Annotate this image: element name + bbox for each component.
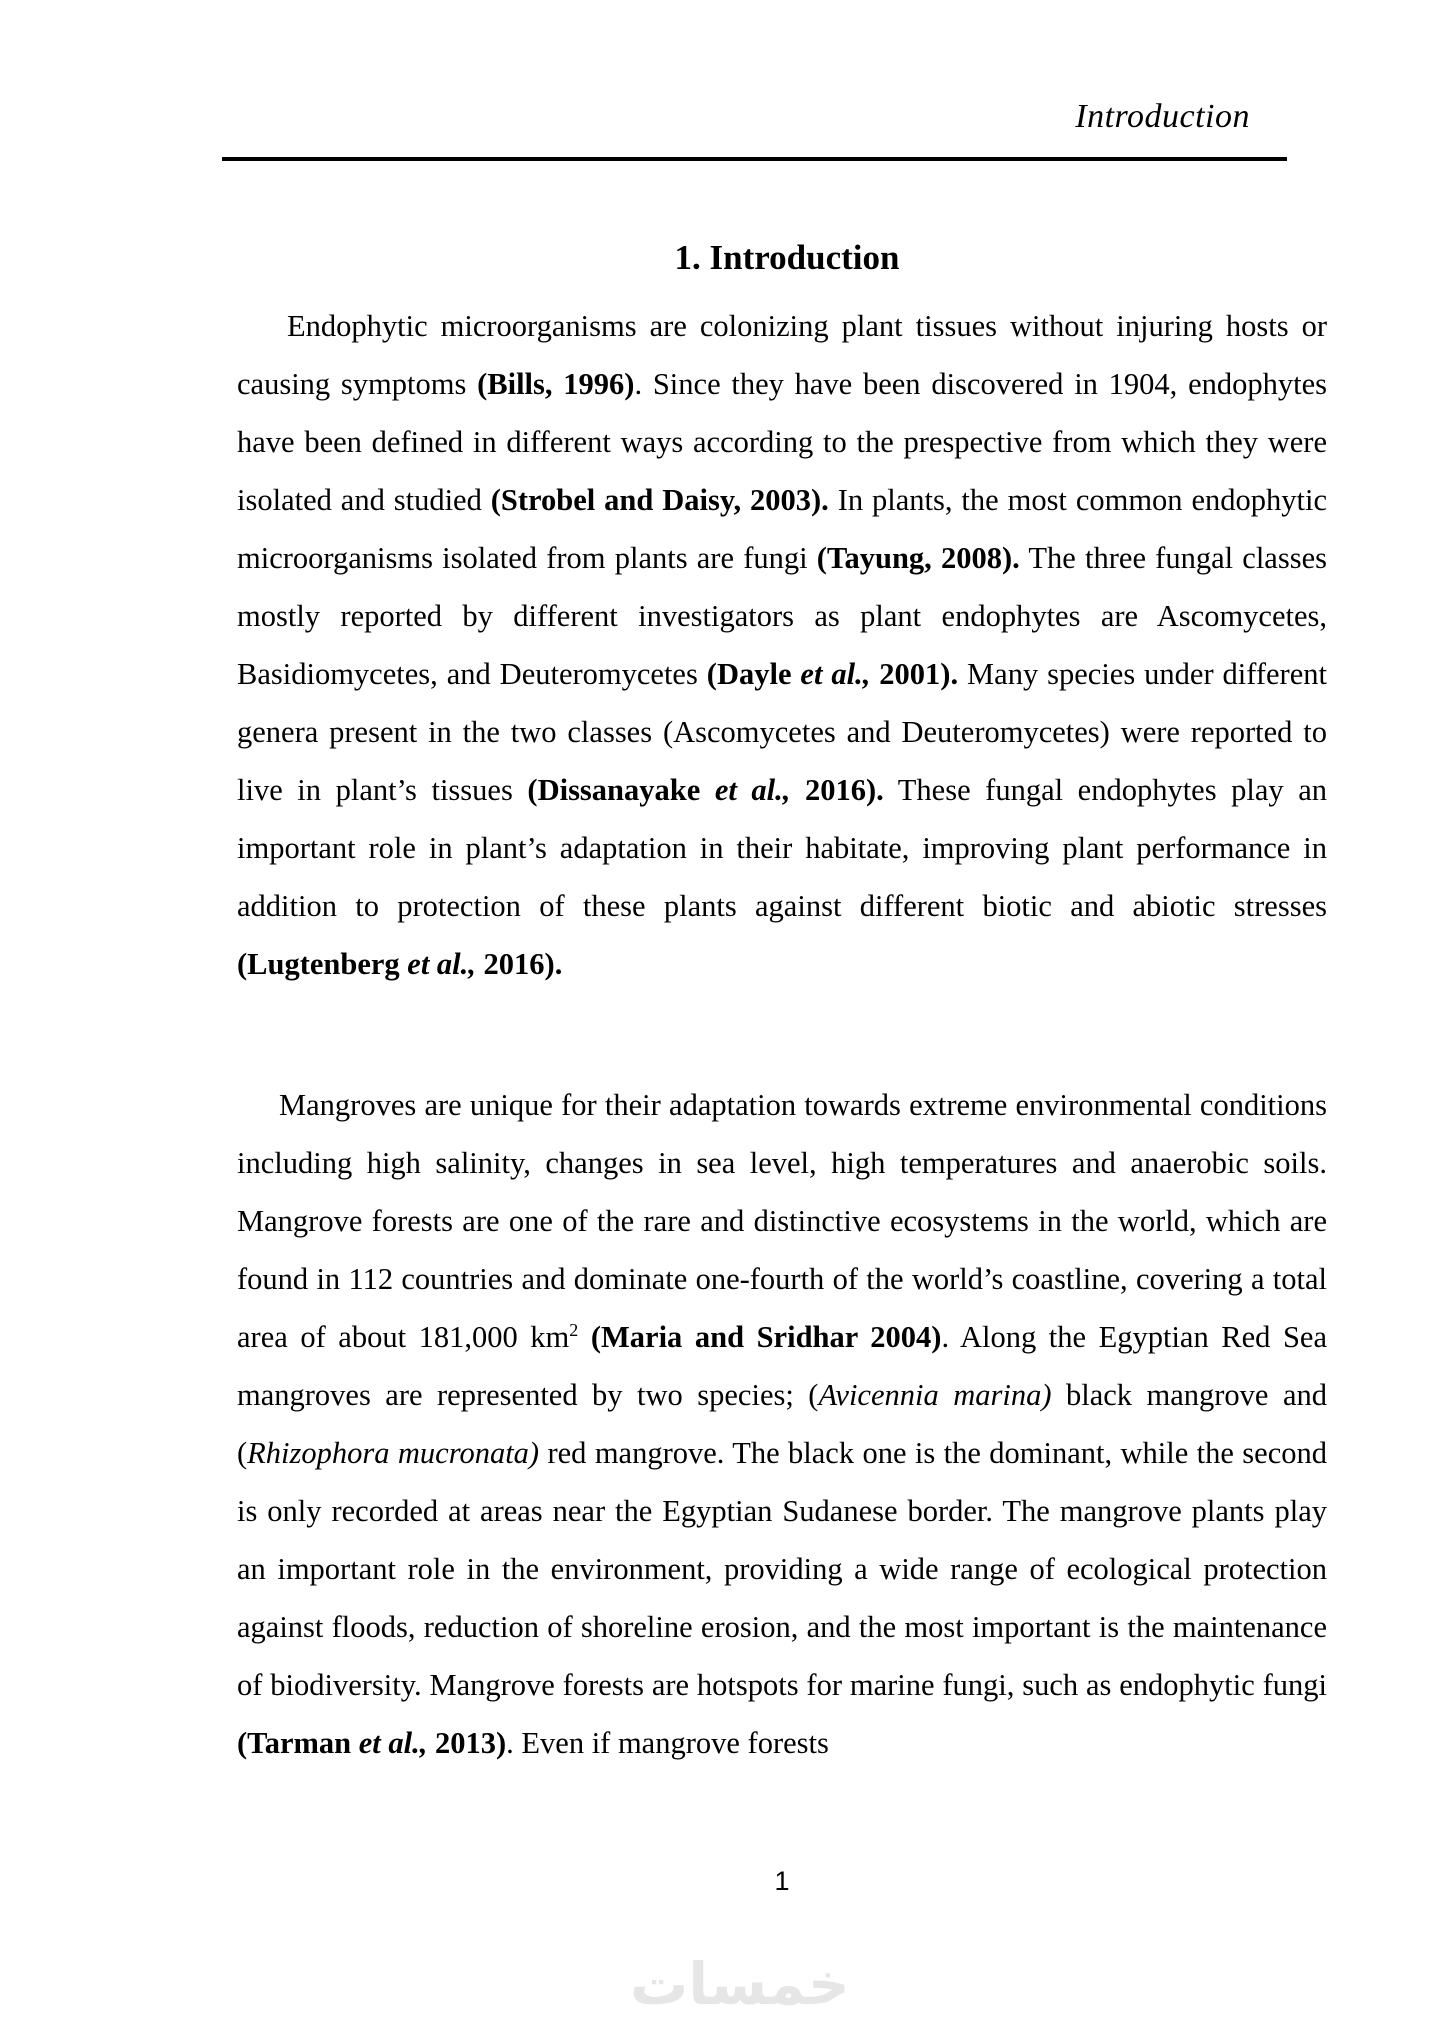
text-run bbox=[578, 1320, 591, 1354]
text-run: Endophytic microorganisms are colonizing plant tissues without injuring hosts or causing symptoms bbox=[237, 309, 1327, 401]
text-run: . Along the Egyptian Red Sea mangroves are represented by two species; ( bbox=[237, 1320, 1327, 1412]
text-run: . Since they have been discovered in 1904, endophytes have been defined in different ways according to the prespective from which they were isolated and studied bbox=[237, 367, 1327, 517]
text-run: These fungal endophytes play an important role in plant’s adaptation in their habitate, improving plant performance in addition to protection of these plants against different biotic and abiotic stresses bbox=[237, 773, 1327, 923]
citation: (Tayung, 2008). bbox=[816, 541, 1020, 575]
species-name: Avicennia marina) bbox=[818, 1378, 1052, 1412]
page-number: 1 bbox=[774, 1866, 790, 1896]
text-run: red mangrove. The black one is the dominant, while the second is only recorded at areas near the Egyptian Sudanese border. The mangrove plants play an important role in the environment, providing a wide range of ecological protection against floods, reduction of shoreline erosion, and the most important is the maintenance of biodiversity. Mangrove forests are hotspots for marine fungi, such as endophytic fungi bbox=[237, 1436, 1327, 1702]
citation: (Lugtenberg bbox=[237, 947, 408, 981]
text-run: The three fungal classes mostly reported by different investigators as plant endophytes are Ascomycetes, Basidiomycetes, and Deuteromycetes bbox=[237, 541, 1327, 691]
citation: (Strobel and Daisy, 2003). bbox=[490, 483, 829, 517]
citation: 2016). bbox=[475, 947, 563, 981]
paragraph-mangroves bbox=[237, 1076, 1327, 1772]
citation: (Maria and Sridhar 2004) bbox=[590, 1320, 942, 1354]
text-run: Many species under different genera present in the two classes (Ascomycetes and Deuteromycetes) were reported to live in plant’s tissues bbox=[237, 657, 1327, 807]
citation: (Tarman bbox=[237, 1726, 359, 1760]
text-run: . Even if mangrove forests bbox=[506, 1726, 829, 1760]
superscript: 2 bbox=[569, 1319, 579, 1340]
citation: 2001). bbox=[870, 657, 959, 691]
species-name: Rhizophora mucronata) bbox=[247, 1436, 540, 1470]
running-header-title: Introduction bbox=[1075, 98, 1250, 135]
section-heading: 1. Introduction bbox=[674, 238, 900, 277]
citation-et-al: et al., bbox=[800, 657, 871, 691]
citation-et-al: et al., bbox=[407, 947, 476, 981]
citation: 2016). bbox=[790, 773, 884, 807]
text-run: black mangrove and ( bbox=[237, 1378, 1327, 1470]
header-rule bbox=[222, 157, 1287, 161]
citation-et-al: et al., bbox=[714, 773, 791, 807]
citation: (Dayle bbox=[706, 657, 801, 691]
citation: (Bills, 1996) bbox=[477, 367, 635, 401]
citation: 2013) bbox=[427, 1726, 507, 1760]
paragraph-endophytes bbox=[237, 297, 1327, 993]
text-run: Mangroves are unique for their adaptation towards extreme environmental conditions including high salinity, changes in sea level, high temperatures and anaerobic soils. Mangrove forests are one of the rare and distinctive ecosystems in the world, which are found in 112 countries and dominate one-fourth of the world’s coastline, covering a total area of about 181,000 km bbox=[237, 1088, 1327, 1354]
watermark-logo: خمسات bbox=[630, 1950, 850, 2018]
text-run: In plants, the most common endophytic microorganisms isolated from plants are fungi bbox=[237, 483, 1327, 575]
citation-et-al: et al., bbox=[358, 1726, 428, 1760]
citation: (Dissanayake bbox=[527, 773, 715, 807]
